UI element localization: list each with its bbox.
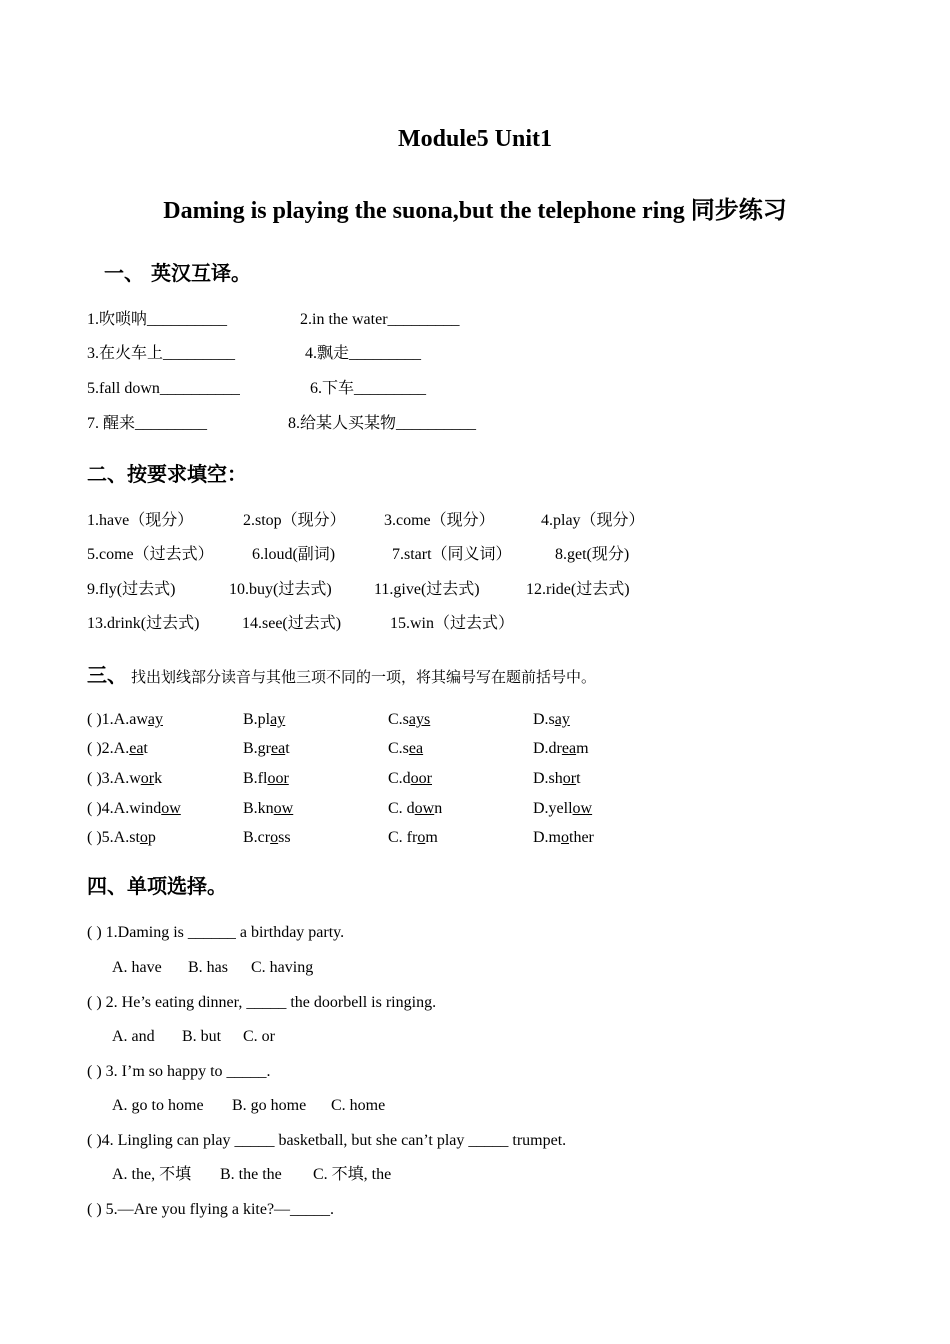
- word-part: C.s: [388, 711, 409, 728]
- mc-option: A. have: [112, 959, 162, 976]
- mc-option: B. but: [182, 1028, 222, 1045]
- translation-item: 4.飘走_________: [305, 345, 422, 362]
- page-title: Module5 Unit1: [397, 126, 552, 152]
- phonics-row: [87, 799, 181, 819]
- question-number: ( )3.A.: [87, 770, 130, 787]
- mc-option: B. the the: [220, 1166, 282, 1183]
- word-part: aw: [129, 711, 148, 728]
- option-c: [388, 828, 438, 848]
- word-part: ss: [278, 829, 291, 846]
- word-part: D.m: [533, 829, 561, 846]
- translation-item: 6.下车_________: [310, 380, 427, 397]
- word-part: w: [129, 770, 141, 787]
- phonics-row: [87, 739, 148, 759]
- section3-heading-text: 找出划线部分读音与其他三项不同的一项，将其编号写在题前括号中。: [131, 668, 597, 686]
- underlined-sound: o: [270, 829, 279, 846]
- option-c: [388, 799, 442, 819]
- underlined-sound: ay: [147, 711, 163, 728]
- translation-item: 1.吹唢呐__________: [87, 311, 228, 328]
- translation-item: 3.在火车上_________: [87, 345, 236, 362]
- phonics-row: [87, 710, 163, 730]
- mc-question: ( )4. Lingling can play _____ basketball, but she can’t play _____ trumpet.: [87, 1132, 567, 1149]
- section2-heading: 二、按要求填空：: [87, 462, 247, 486]
- mc-option: A. and: [112, 1028, 155, 1045]
- fill-item: 11.give(过去式): [374, 581, 480, 598]
- section3-heading-number: 三、: [87, 663, 127, 687]
- question-number: ( )4.A.: [87, 800, 130, 817]
- fill-item: 1.have（现分）: [87, 512, 194, 529]
- option-d: [533, 828, 594, 848]
- section4-heading: 四、单项选择。: [87, 874, 227, 898]
- underlined-sound: ea: [129, 740, 144, 757]
- word-part: wind: [129, 800, 162, 817]
- question-number: ( )2.A.: [87, 740, 130, 757]
- word-part: D.sh: [533, 770, 563, 787]
- fill-item: 7.start（同义词）: [392, 546, 512, 563]
- translation-item: 5.fall down__________: [87, 380, 240, 397]
- word-part: p: [147, 829, 156, 846]
- translation-item: 7. 醒来_________: [87, 415, 208, 432]
- option-b: [243, 710, 285, 730]
- word-part: C.s: [388, 740, 409, 757]
- word-part: D.yell: [533, 800, 573, 817]
- word-part: ther: [569, 829, 594, 846]
- fill-item: 2.stop（现分）: [243, 512, 346, 529]
- word-part: B.gr: [243, 740, 271, 757]
- fill-item: 14.see(过去式): [242, 615, 342, 632]
- underlined-sound: ay: [270, 711, 286, 728]
- fill-item: 3.come（现分）: [384, 512, 495, 529]
- option-d: [533, 710, 570, 730]
- underlined-sound: ow: [414, 800, 435, 817]
- word-part: t: [143, 740, 148, 757]
- underlined-sound: ow: [161, 800, 181, 817]
- word-part: n: [434, 800, 443, 817]
- word-part: D.dr: [533, 740, 562, 757]
- underlined-sound: ow: [572, 800, 593, 817]
- option-c: [388, 769, 432, 789]
- section1-heading: 一、 英汉互译。: [104, 261, 251, 285]
- underlined-sound: ow: [273, 800, 294, 817]
- option-b: [243, 799, 293, 819]
- word-part: C. d: [388, 800, 415, 817]
- question-number: ( )5.A.: [87, 829, 130, 846]
- mc-option: C. having: [251, 959, 314, 976]
- mc-option: C. 不填, the: [313, 1166, 392, 1183]
- fill-item: 10.buy(过去式): [229, 581, 332, 598]
- underlined-sound: ea: [408, 740, 424, 757]
- underlined-sound: or: [140, 770, 155, 787]
- word-part: k: [154, 770, 163, 787]
- fill-item: 9.fly(过去式): [87, 581, 176, 598]
- phonics-row: [87, 769, 162, 789]
- option-b: [243, 739, 290, 759]
- fill-item: 15.win（过去式）: [390, 615, 515, 632]
- underlined-sound: or: [562, 770, 577, 787]
- underlined-sound: ea: [561, 740, 577, 757]
- option-c: [388, 710, 430, 730]
- fill-item: 5.come（过去式）: [87, 546, 214, 563]
- mc-option: A. the, 不填: [112, 1166, 192, 1183]
- word-part: B.fl: [243, 770, 268, 787]
- fill-item: 13.drink(过去式): [87, 615, 200, 632]
- mc-option: C. home: [331, 1097, 386, 1114]
- word-part: t: [285, 740, 290, 757]
- mc-question: ( ) 5.—Are you flying a kite?—_____.: [87, 1201, 335, 1218]
- underlined-sound: ays: [408, 711, 431, 728]
- phonics-row: [87, 828, 156, 848]
- underlined-sound: ea: [271, 740, 286, 757]
- underlined-sound: o: [561, 829, 569, 846]
- option-c: [388, 739, 423, 759]
- option-d: [533, 739, 589, 759]
- section3-heading: [87, 659, 596, 688]
- word-part: C. fr: [388, 829, 418, 846]
- mc-option: B. has: [188, 959, 228, 976]
- mc-question: ( ) 3. I’m so happy to _____.: [87, 1063, 271, 1080]
- mc-option: B. go home: [232, 1097, 307, 1114]
- option-d: [533, 769, 581, 789]
- fill-item: 12.ride(过去式): [526, 581, 630, 598]
- word-part: m: [425, 829, 438, 846]
- word-part: m: [576, 740, 589, 757]
- fill-item: 6.loud(副词): [252, 546, 336, 563]
- underlined-sound: oor: [410, 770, 432, 787]
- word-part: B.kn: [243, 800, 274, 817]
- underlined-sound: o: [139, 829, 148, 846]
- mc-question: ( ) 1.Daming is ______ a birthday party.: [87, 924, 345, 941]
- question-number: ( )1.A.: [87, 711, 130, 728]
- fill-item: 4.play（现分）: [541, 512, 645, 529]
- mc-option: C. or: [243, 1028, 275, 1045]
- translation-item: 2.in the water_________: [300, 311, 460, 328]
- option-b: [243, 828, 291, 848]
- mc-option: A. go to home: [112, 1097, 204, 1114]
- option-b: [243, 769, 289, 789]
- underlined-sound: o: [417, 829, 426, 846]
- option-d: [533, 799, 592, 819]
- underlined-sound: ay: [554, 711, 570, 728]
- word-part: B.pl: [243, 711, 271, 728]
- word-part: C.d: [388, 770, 411, 787]
- mc-question: ( ) 2. He’s eating dinner, _____ the doorbell is ringing.: [87, 994, 437, 1011]
- word-part: t: [576, 770, 581, 787]
- page-subtitle: Daming is playing the suona,but the telephone ring 同步练习: [163, 198, 787, 224]
- translation-item: 8.给某人买某物__________: [288, 415, 477, 432]
- word-part: D.s: [533, 711, 555, 728]
- word-part: st: [129, 829, 140, 846]
- underlined-sound: oor: [267, 770, 289, 787]
- fill-item: 8.get(现分): [555, 546, 630, 563]
- word-part: B.cr: [243, 829, 271, 846]
